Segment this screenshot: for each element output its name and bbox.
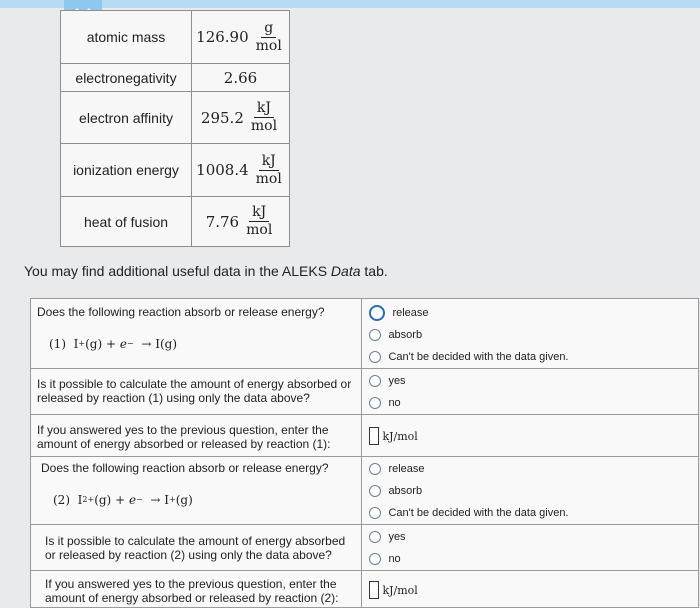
reaction-equation [49,337,177,351]
reaction-number: (1) [49,337,66,351]
answer-input[interactable] [369,427,379,445]
unit-denominator: mol [255,170,282,187]
radio-button[interactable] [369,531,381,543]
arrow: → [150,493,161,507]
question-text: If you answered yes to the previous question, enter the amount of energy absorbed or released by reaction (1): [37,423,331,451]
top-accent-bar [0,0,700,8]
charge: + [169,495,176,504]
note-text: tab. [360,263,388,279]
state: (g) [94,493,112,507]
radio-button[interactable] [369,463,381,475]
option-label: no [388,397,401,409]
option-cant-decide[interactable] [362,346,698,368]
unit-numerator: kJ [259,153,279,171]
species: I [77,493,83,507]
unit-denominator: mol [250,118,278,134]
question-text: Is it possible to calculate the amount of energy absorbed or released by reaction (1) using only the data above? [37,377,352,405]
plus-sign: + [105,337,117,351]
question-row [31,299,699,369]
charge: − [126,339,134,348]
property-label: ionization energy [61,144,192,197]
unit-fraction [243,204,275,239]
question-table [30,298,699,608]
charge: + [78,339,86,348]
note-text: You may find additional useful data in the ALEKS [24,263,331,279]
properties-table [60,10,290,247]
radio-button[interactable] [369,397,381,409]
property-row [61,197,290,247]
option-label: absorb [388,485,423,497]
plus-sign: + [115,493,126,507]
option-absorb[interactable] [362,324,698,346]
option-release[interactable] [362,458,698,480]
unit-numerator: g [261,20,276,38]
property-row [61,64,290,92]
radio-button[interactable] [369,507,381,519]
answer-input[interactable] [369,581,379,599]
data-tab-name: Data [330,263,361,279]
property-label: electron affinity [61,92,192,144]
radio-button[interactable] [369,351,381,363]
state: (g) [85,337,103,351]
property-row [61,144,290,197]
question-text: Does the following reaction absorb or release energy? [37,305,325,319]
property-value: 295.2 [200,108,244,127]
option-cant-decide[interactable] [362,502,698,524]
option-yes[interactable] [362,370,698,392]
option-label: yes [388,375,406,387]
state: (g) [159,337,177,351]
unit-fraction [253,20,285,55]
question-row [31,525,699,571]
option-absorb[interactable] [362,480,698,502]
species: I [155,337,160,351]
option-yes[interactable] [362,526,698,548]
property-value: 2.66 [223,68,258,87]
question-text: Does the following reaction absorb or release energy? [41,461,329,475]
property-label: heat of fusion [61,197,192,247]
charge: 2+ [82,495,95,504]
property-row [61,11,290,64]
option-label: Can't be decided with the data given. [388,351,569,363]
property-value: 126.90 [196,28,249,46]
species: I [164,493,170,507]
unit-denominator: mol [246,222,273,238]
property-label: atomic mass [61,11,192,64]
answer-unit: kJ/mol [382,583,418,597]
question-row [31,571,699,608]
charge: − [136,495,143,504]
data-tab-note [24,263,388,279]
answer-field [362,581,698,599]
unit-fraction [248,100,280,135]
question-row [31,415,699,457]
question-text: Is it possible to calculate the amount of energy absorbed or released by reaction (2) using only the data above? [45,534,346,562]
unit-numerator: kJ [254,100,274,118]
property-value: 7.76 [205,212,240,231]
option-release[interactable] [362,302,698,324]
electron: e [119,337,127,351]
unit-numerator: kJ [249,204,269,222]
radio-button-selected[interactable] [369,305,385,321]
reaction-number: (2) [53,493,70,507]
property-value: 1008.4 [196,161,249,179]
option-label: release [388,463,425,475]
property-label: electronegativity [61,64,192,92]
state: (g) [175,493,193,507]
question-row [31,457,699,525]
radio-button[interactable] [369,329,381,341]
option-label: release [392,307,429,319]
option-no[interactable] [362,392,698,414]
option-label: absorb [388,329,423,341]
reaction-equation [53,493,193,507]
option-label: yes [388,531,406,543]
electron: e [128,493,137,507]
arrow: → [141,337,152,351]
question-text: If you answered yes to the previous question, enter the amount of energy absorbed or released by reaction (2): [45,577,339,605]
species: I [73,337,79,351]
unit-denominator: mol [255,37,282,54]
radio-button[interactable] [369,553,381,565]
option-label: no [388,553,401,565]
answer-unit: kJ/mol [382,429,418,443]
option-no[interactable] [362,548,698,570]
unit-fraction [253,153,285,188]
property-row [61,92,290,144]
radio-button[interactable] [369,375,381,387]
option-label: Can't be decided with the data given. [388,507,569,519]
answer-field [362,427,698,445]
question-row [31,369,699,415]
radio-button[interactable] [369,485,381,497]
